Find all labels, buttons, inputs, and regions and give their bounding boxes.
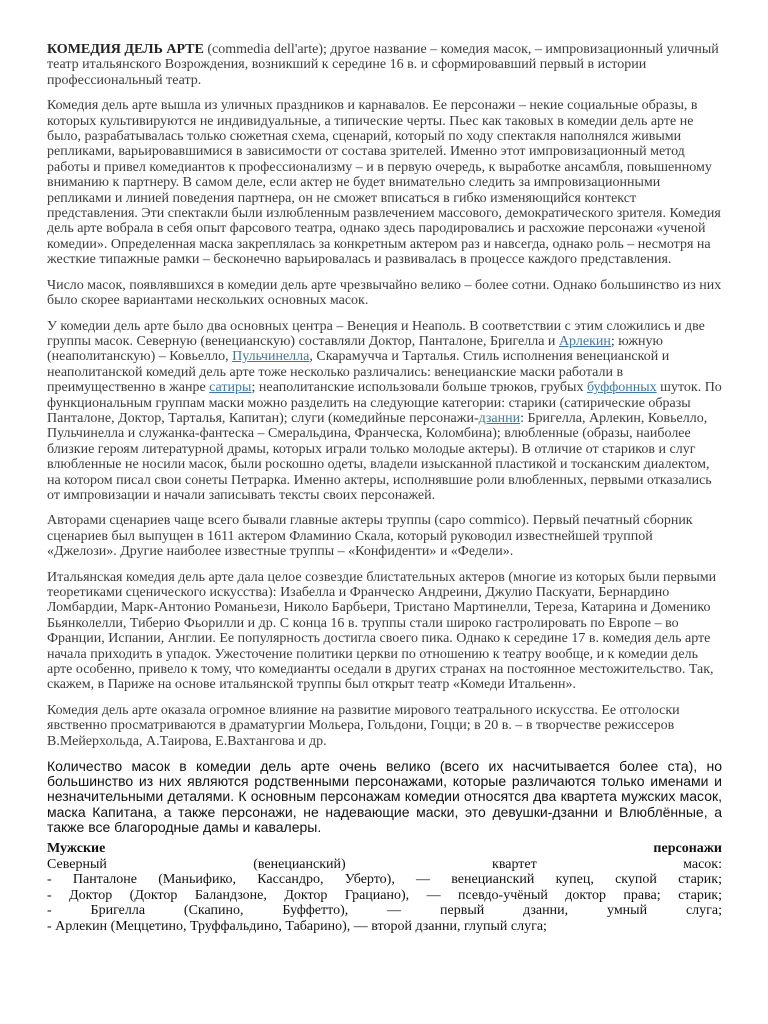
paragraph-authors: Авторами сценариев чаще всего бывали главные актеры труппы (capo commico). Первый печатный сборник сценариев был выпущен в 1611 актером Фламинио Скала, который руководил известнейшей труппой «Джелози». Другие наиболее известные труппы – «Конфиденти» и «Федели». (47, 513, 693, 560)
intro-text: (commedia dell'arte); другое название – комедия масок, – импровизационный уличный театр итальянского Возрождения, возникший к середине 16 в. и сформировавший первый в истории профессиональный театр. (47, 42, 719, 88)
list-item: - Бригелла (Скапино, Буффетто), — первый дзанни, умный слуга; (47, 903, 722, 919)
text-segment: ; южную (неаполитанскую) – Ковьелло, (47, 333, 663, 365)
intro-paragraph (47, 42, 722, 88)
paragraph-origins: Комедия дель арте вышла из уличных праздников и карнавалов. Ее персонажи – некие социальные образы, в которых культивируются не индивидуальные, а типические черты. Пьес как таковых в комедии дель арте не было, разрабатывалась только сюжетная схема, сценарий, который по ходу спектакля наполнялся живыми репликами, варьировавшимися в зависимости от состава зрителей. Именно этот импровизационный метод работы и привел комедиантов к профессионализму – и в первую очередь, к выработке ансамбля, повышенному вниманию к партнеру. В самом деле, если актер не будет внимательно следить за импровизационными репликами и линией поведения партнера, он не сможет вписаться в гибко изменяющийся контекст представления. Эти спектакли были излюбленным развлечением массового, демократического зрителя. Комедия дель арте вобрала в себя опыт фарсового театра, однако здесь пародировались и расхожие персонажи «ученой комедии». Определенная маска закреплялась за конкретным актером раз и навсегда, однако роль – несмотря на жесткие типажные рамки – бесконечно варьировалась и развивалась в процессе каждого представления. (47, 98, 721, 268)
text-segment: ; неаполитанские использовали больше трюков, грубых (251, 380, 587, 396)
paragraph-centers (47, 319, 722, 504)
link-buffoon[interactable]: буффонных (586, 380, 657, 396)
paragraph-mask-count: Число масок, появлявшихся в комедии дель арте чрезвычайно велико – более сотни. Однако большинство из них было скорее вариантами нескольких основных масок. (47, 277, 722, 309)
heading-word-male: Мужские (47, 841, 106, 857)
list-item: - Доктор (Доктор Баландзоне, Доктор Грациано), — псевдо-учёный доктор права; старик; (47, 887, 722, 903)
heading-word-characters: персонажи (653, 841, 722, 857)
list-heading (47, 841, 722, 857)
character-list (47, 841, 722, 935)
text-segment: У комедии дель арте было два основных центра – Венеция и Неаполь. В соответствии с этим сложились и две группы масок. Северную (венецианскую) составляли Доктор, Панталоне, Бригелла и (47, 318, 705, 349)
document-page (47, 42, 722, 935)
list-item: Северный (венецианский) квартет масок: (47, 856, 722, 872)
link-pulcinella[interactable]: Пульчинелла (232, 349, 310, 365)
text-segment: , Скарамучча и Тарталья. Стиль исполнения венецианской и неаполитанской комедий дель арте тоже несколько различались: венецианские маски работали в преимущественно в жанре (47, 349, 670, 396)
link-arlekin[interactable]: Арлекин (558, 333, 611, 349)
list-item: - Арлекин (Меццетино, Труффальдино, Табарино), — второй дзанни, глупый слуга; (47, 919, 547, 935)
paragraph-characters: Количество масок в комедии дель арте очень велико (всего их насчитывается более ста), но большинство из них являются родственными персонажами, которые различаются только именами и незначительными деталями. К основным персонажам комедии относятся два квартета мужских масок, маска Капитана, а также персонажи, не надевающие маски, это девушки-дзанни и Влюблённые, а также все благородные дамы и кавалеры. (47, 758, 722, 835)
list-item: - Панталоне (Маньифико, Кассандро, Уберто), — венецианский купец, скупой старик; (47, 872, 722, 888)
article-title: КОМЕДИЯ ДЕЛЬ АРТЕ (47, 42, 204, 57)
text-segment: : Бригелла, Арлекин, Ковьелло, Пульчинелла и служанка-фантеска – Смеральдина, Франческа, Коломбина); влюбленные (образы, наиболее близкие героям литературной драмы, которых играли только молодые актеры). В отличие от стариков и слуг влюбленные не носили масок, были роскошно одеты, владели изысканной пластикой и тосканским диалектом, на котором писал свои сонеты Петрарка. Именно актеры, исполнявшие роли влюбленных, первыми отказались от импровизации и начали записывать тексты своих персонажей. (47, 410, 712, 503)
link-satire[interactable]: сатиры (209, 380, 252, 396)
link-zanni[interactable]: дзанни (478, 410, 521, 426)
paragraph-actors: Итальянская комедия дель арте дала целое созвездие блистательных актеров (многие из которых были первыми теоретиками сценического искусства): Изабелла и Франческо Андреини, Джулио Паскуати, Бернардино Ломбардии, Марк-Антонио Романьези, Николо Барбьери, Тристано Мартинелли, Тереза, Катарина и Доменико Бьянколелли, Тиберио Фьорилли и др. С конца 16 в. труппы стали широко гастролировать по Европе – во Франции, Испании, Англии. Ее популярность достигла своего пика. Однако к середине 17 в. комедия дель арте начала приходить в упадок. Ужесточение политики церкви по отношению к театру вообще, и к комедии дель арте особенно, привело к тому, что комедианты оседали в других странах на постоянное местожительство. Так, скажем, в Париже на основе итальянской труппы был открыт театр «Комеди Итальенн». (47, 569, 717, 693)
paragraph-influence: Комедия дель арте оказала огромное влияние на развитие мирового театрального искусства. Ее отголоски явственно просматриваются в драматургии Мольера, Гольдони, Гоцци; в 20 в. – в творчестве режиссеров В.Мейерхольда, А.Таирова, Е.Вахтангова и др. (47, 702, 680, 749)
text-segment: шуток. По функциональным группам маски можно разделить на следующие категории: старики (сатирические образы Панталоне, Доктор, Тарталья, Капитан); слуги (комедийные персонажи- (47, 380, 722, 426)
